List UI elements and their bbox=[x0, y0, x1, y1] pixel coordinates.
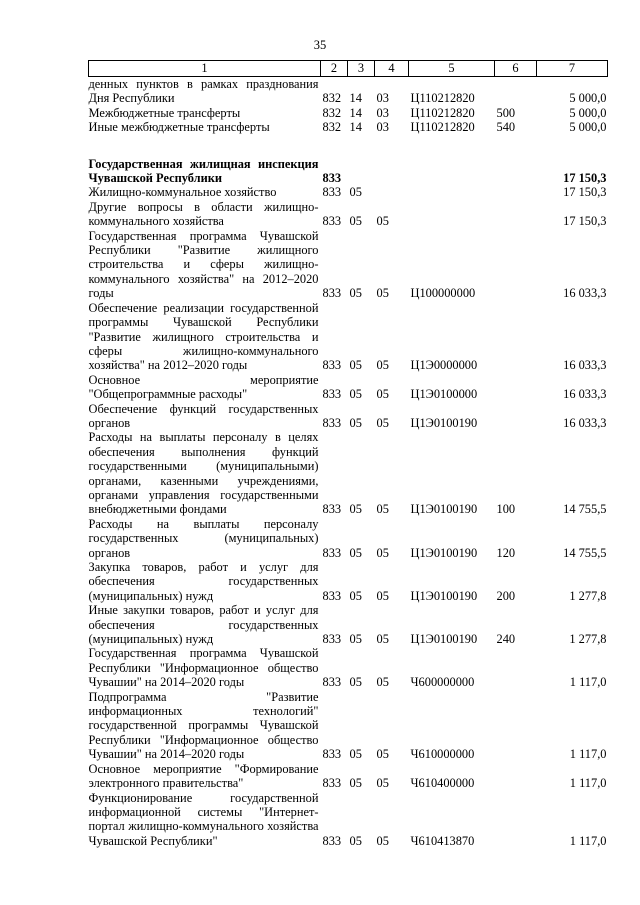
row-description: Основное мероприятие "Общепрограммные расходы" bbox=[88, 372, 319, 402]
subsection-code bbox=[375, 157, 409, 186]
ministry-code: 832 bbox=[322, 105, 342, 120]
table-row bbox=[89, 301, 608, 373]
row-description: Расходы на выплаты персоналу государственных (муниципальных) органов bbox=[88, 516, 319, 560]
target-article-code: Ц1Э0000000 bbox=[410, 358, 478, 373]
ministry-code: 833 bbox=[322, 776, 342, 791]
table-row bbox=[89, 229, 608, 301]
expense-type-code bbox=[495, 762, 537, 791]
row-description: Другие вопросы в области жилищно-коммунального хозяйства bbox=[88, 199, 319, 229]
target-article-code: Ч610400000 bbox=[410, 776, 475, 791]
table-row bbox=[89, 200, 608, 229]
expense-type-code: 500 bbox=[496, 105, 516, 120]
section-code: 05 bbox=[349, 185, 362, 200]
table-row bbox=[89, 106, 608, 120]
subsection-code: 03 bbox=[376, 91, 389, 106]
section-code: 14 bbox=[349, 91, 362, 106]
ministry-code: 833 bbox=[322, 588, 342, 603]
amount: 1 277,8 bbox=[569, 588, 607, 603]
ministry-code: 833 bbox=[322, 833, 342, 848]
amount: 17 150,3 bbox=[563, 185, 607, 200]
table-row bbox=[89, 603, 608, 646]
table-row bbox=[89, 517, 608, 560]
expense-type-code: 100 bbox=[496, 502, 516, 517]
target-article-code: Ч610000000 bbox=[410, 747, 475, 762]
amount: 16 033,3 bbox=[563, 286, 607, 301]
subsection-code: 05 bbox=[376, 776, 389, 791]
amount: 1 117,0 bbox=[569, 747, 607, 762]
expense-type-code bbox=[495, 690, 537, 762]
target-article-code: Ц1Э0100190 bbox=[410, 502, 478, 517]
amount: 17 150,3 bbox=[563, 171, 607, 186]
ministry-code: 832 bbox=[322, 120, 342, 135]
table-row bbox=[89, 120, 608, 134]
target-article-code: Ч610413870 bbox=[410, 833, 475, 848]
expense-type-code: 240 bbox=[496, 632, 516, 647]
expense-type-code bbox=[495, 646, 537, 689]
expense-type-code bbox=[495, 157, 537, 186]
table-row bbox=[89, 646, 608, 689]
section-code: 05 bbox=[349, 387, 362, 402]
target-article-code bbox=[409, 200, 495, 229]
ministry-code: 833 bbox=[322, 415, 342, 430]
ministry-code: 833 bbox=[322, 214, 342, 229]
subsection-code: 03 bbox=[376, 120, 389, 135]
amount: 17 150,3 bbox=[563, 214, 607, 229]
table-row bbox=[89, 430, 608, 516]
spacer-row bbox=[89, 135, 608, 157]
table-row bbox=[89, 560, 608, 603]
section-code: 05 bbox=[349, 588, 362, 603]
column-header: 5 bbox=[409, 61, 495, 77]
page-number: 35 bbox=[313, 38, 327, 52]
column-header: 3 bbox=[348, 61, 375, 77]
table-row bbox=[89, 77, 608, 106]
amount: 1 117,0 bbox=[569, 776, 607, 791]
amount: 5 000,0 bbox=[569, 120, 607, 135]
expense-type-code: 540 bbox=[496, 120, 516, 135]
section-code: 14 bbox=[349, 105, 362, 120]
subsection-code: 05 bbox=[376, 588, 389, 603]
target-article-code: Ц100000000 bbox=[410, 286, 476, 301]
row-description: Закупка товаров, работ и услуг для обеспечения государственных (муниципальных) нужд bbox=[88, 560, 319, 603]
amount: 1 117,0 bbox=[569, 833, 607, 848]
amount: 16 033,3 bbox=[563, 387, 607, 402]
ministry-code: 833 bbox=[322, 171, 342, 186]
amount: 16 033,3 bbox=[563, 358, 607, 373]
expense-type-code: 120 bbox=[496, 545, 516, 560]
subsection-code: 03 bbox=[376, 105, 389, 120]
row-description: Подпрограмма "Развитие информационных технологий" государственной программы Чувашской Республики "Информационное общество Чувашии" на 2014–2020 годы bbox=[88, 689, 319, 762]
target-article-code: Ч600000000 bbox=[410, 675, 475, 690]
subsection-code: 05 bbox=[376, 675, 389, 690]
section-code bbox=[348, 157, 375, 186]
amount: 1 117,0 bbox=[569, 675, 607, 690]
row-description: Обеспечение реализации государственной программы Чувашской Республики "Развитие жилищного строительства и сферы жилищно-коммунального хозяйства" на 2012–2020 годы bbox=[88, 300, 319, 373]
subsection-code: 05 bbox=[376, 632, 389, 647]
row-description: денных пунктов в рамках празднования Дня Республики bbox=[88, 77, 319, 106]
expense-type-code bbox=[495, 301, 537, 373]
column-header: 4 bbox=[375, 61, 409, 77]
expense-type-code bbox=[495, 229, 537, 301]
row-description: Расходы на выплаты персоналу в целях обеспечения выполнения функций государственными (муниципальными) органами, казенными учреждениями, органами управления государственными внебюджетными фондами bbox=[88, 430, 319, 517]
ministry-code: 833 bbox=[322, 675, 342, 690]
expense-type-code: 200 bbox=[496, 588, 516, 603]
table-body bbox=[89, 77, 608, 849]
column-header: 1 bbox=[89, 61, 321, 77]
target-article-code: Ц1Э0100190 bbox=[410, 588, 478, 603]
section-code: 05 bbox=[349, 286, 362, 301]
target-article-code: Ц1Э0100190 bbox=[410, 415, 478, 430]
expense-type-code bbox=[495, 77, 537, 106]
target-article-code bbox=[409, 157, 495, 186]
column-header: 6 bbox=[495, 61, 537, 77]
row-description: Функционирование государственной информационной системы "Интернет-портал жилищно-коммунального хозяйства Чувашской Республики" bbox=[88, 790, 319, 848]
table-row bbox=[89, 185, 608, 199]
row-description: Государственная жилищная инспекция Чувашской Республики bbox=[88, 156, 319, 186]
expense-type-code bbox=[495, 791, 537, 849]
spacer-cell bbox=[89, 135, 608, 157]
row-description: Государственная программа Чувашской Республики "Развитие жилищного строительства и сферы жилищно-коммунального хозяйства" на 2012–2020 годы bbox=[88, 228, 319, 301]
header-row bbox=[89, 61, 608, 77]
ministry-code: 833 bbox=[322, 286, 342, 301]
subsection-code: 05 bbox=[376, 502, 389, 517]
subsection-code: 05 bbox=[376, 214, 389, 229]
table-row bbox=[89, 791, 608, 849]
section-code: 05 bbox=[349, 545, 362, 560]
section-code: 05 bbox=[349, 747, 362, 762]
ministry-code: 833 bbox=[322, 502, 342, 517]
target-article-code: Ц110212820 bbox=[410, 120, 475, 135]
amount: 5 000,0 bbox=[569, 105, 607, 120]
expense-type-code bbox=[495, 200, 537, 229]
row-description: Межбюджетные трансферты bbox=[88, 105, 241, 120]
section-code: 05 bbox=[349, 415, 362, 430]
ministry-code: 833 bbox=[322, 358, 342, 373]
section-code: 05 bbox=[349, 833, 362, 848]
row-description: Основное мероприятие "Формирование электронного правительства" bbox=[88, 761, 319, 791]
amount: 1 277,8 bbox=[569, 632, 607, 647]
amount: 16 033,3 bbox=[563, 415, 607, 430]
target-article-code bbox=[409, 185, 495, 199]
ministry-code: 833 bbox=[322, 747, 342, 762]
subsection-code: 05 bbox=[376, 387, 389, 402]
subsection-code: 05 bbox=[376, 833, 389, 848]
row-description: Жилищно-коммунальное хозяйство bbox=[88, 185, 277, 200]
section-code: 05 bbox=[349, 776, 362, 791]
subsection-code: 05 bbox=[376, 545, 389, 560]
column-header: 7 bbox=[537, 61, 608, 77]
expense-type-code bbox=[495, 373, 537, 402]
table-row bbox=[89, 157, 608, 186]
table-row bbox=[89, 402, 608, 431]
section-code: 05 bbox=[349, 358, 362, 373]
section-code: 05 bbox=[349, 675, 362, 690]
subsection-code: 05 bbox=[376, 286, 389, 301]
expense-type-code bbox=[495, 185, 537, 199]
column-header: 2 bbox=[321, 61, 348, 77]
expense-type-code bbox=[495, 402, 537, 431]
row-description: Иные закупки товаров, работ и услуг для обеспечения государственных (муниципальных) нужд bbox=[88, 603, 319, 647]
subsection-code: 05 bbox=[376, 415, 389, 430]
row-description: Иные межбюджетные трансферты bbox=[88, 120, 270, 135]
target-article-code: Ц1Э0100190 bbox=[410, 545, 478, 560]
subsection-code bbox=[375, 185, 409, 199]
amount: 14 755,5 bbox=[563, 545, 607, 560]
ministry-code: 832 bbox=[322, 91, 342, 106]
budget-table bbox=[88, 60, 608, 848]
section-code: 05 bbox=[349, 214, 362, 229]
table-row bbox=[89, 690, 608, 762]
subsection-code: 05 bbox=[376, 747, 389, 762]
target-article-code: Ц1Э0100190 bbox=[410, 632, 478, 647]
amount: 14 755,5 bbox=[563, 502, 607, 517]
row-description: Государственная программа Чувашской Республики "Информационное общество Чувашии" на 2014–2020 годы bbox=[88, 646, 319, 690]
target-article-code: Ц110212820 bbox=[410, 105, 475, 120]
ministry-code: 833 bbox=[322, 387, 342, 402]
table-row bbox=[89, 373, 608, 402]
ministry-code: 833 bbox=[322, 545, 342, 560]
row-description: Обеспечение функций государственных органов bbox=[88, 401, 319, 430]
target-article-code: Ц1Э0100000 bbox=[410, 387, 478, 402]
ministry-code: 833 bbox=[322, 185, 342, 200]
section-code: 05 bbox=[349, 632, 362, 647]
amount: 5 000,0 bbox=[569, 91, 607, 106]
target-article-code: Ц110212820 bbox=[410, 91, 475, 106]
table-row bbox=[89, 762, 608, 791]
section-code: 14 bbox=[349, 120, 362, 135]
subsection-code: 05 bbox=[376, 358, 389, 373]
section-code: 05 bbox=[349, 502, 362, 517]
ministry-code: 833 bbox=[322, 632, 342, 647]
